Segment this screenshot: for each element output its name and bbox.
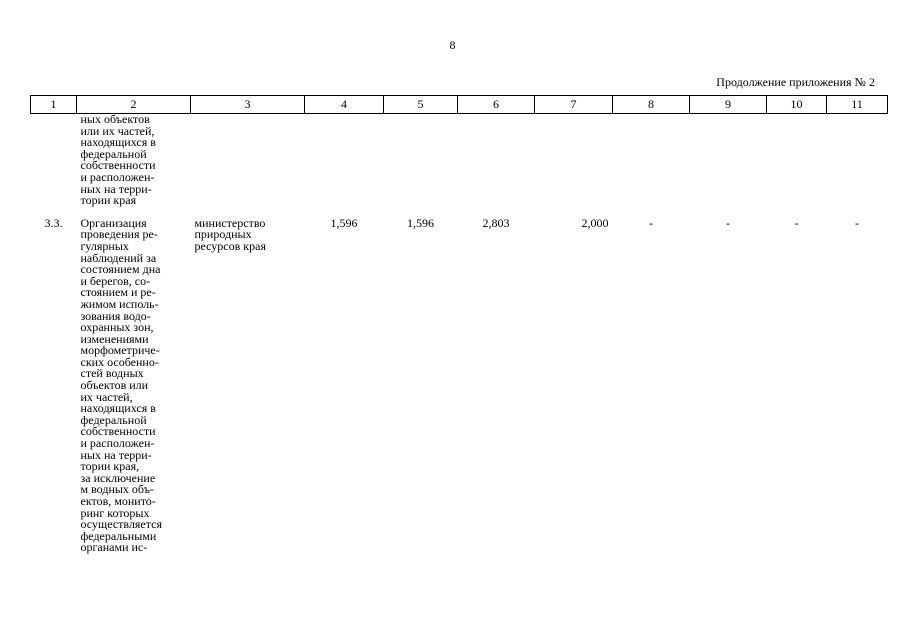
cell-value-5: 1,596	[407, 215, 434, 230]
cell-value-8: -	[649, 215, 653, 230]
cell-empty	[613, 114, 690, 207]
table-row	[31, 207, 888, 554]
header-cell-1: 1	[31, 96, 77, 114]
cell-empty	[827, 114, 888, 207]
header-row	[31, 96, 888, 114]
header-cell-10: 10	[767, 96, 827, 114]
cell-value-6: 2,803	[482, 215, 510, 230]
header-cell-9: 9	[690, 96, 767, 114]
cell-empty	[535, 114, 613, 207]
header-cell-7: 7	[535, 96, 613, 114]
header-cell-8: 8	[613, 96, 690, 114]
data-table	[30, 95, 888, 554]
cell-empty	[31, 114, 77, 207]
cell-name-continued: ных объектов или их частей, находящихся в федеральной собственности и расположен- ных на терри- тории края	[80, 112, 156, 208]
cell-row-number: 3.3.	[44, 215, 63, 230]
header-cell-3: 3	[191, 96, 305, 114]
cell-value-10: -	[794, 215, 799, 230]
table-row-continued	[31, 114, 888, 207]
cell-empty	[458, 114, 535, 207]
cell-empty	[384, 114, 458, 207]
page-number: 8	[449, 38, 456, 52]
header-cell-5: 5	[384, 96, 458, 114]
cell-value-4: 1,596	[330, 215, 358, 230]
header-cell-2: 2	[77, 96, 191, 114]
header-cell-4: 4	[305, 96, 384, 114]
cell-empty	[767, 114, 827, 207]
cell-value-11: -	[855, 215, 859, 230]
continuation-note: Продолжение приложения № 2	[716, 75, 875, 89]
cell-activity-name: Организация проведения ре- гулярных наблюдений за состоянием дна и берегов, со- стоянием и ре- жимом исполь- зования водо- охранных зон, изменениями морфометриче- ских особенно- стей водных объектов или их частей, находящихся в федеральной собственности и расположен- ных на терри- тории края, за исключение м водных объ- ектов, монито- ринг которых осуществляется федеральными органами ис-	[80, 215, 162, 555]
cell-empty	[690, 114, 767, 207]
cell-executor: министерство природных ресурсов края	[194, 215, 266, 253]
cell-empty	[305, 114, 384, 207]
cell-empty	[191, 114, 305, 207]
cell-value-9: -	[726, 215, 730, 230]
header-cell-6: 6	[458, 96, 535, 114]
header-cell-11: 11	[827, 96, 888, 114]
cell-value-7: 2,000	[581, 215, 609, 230]
